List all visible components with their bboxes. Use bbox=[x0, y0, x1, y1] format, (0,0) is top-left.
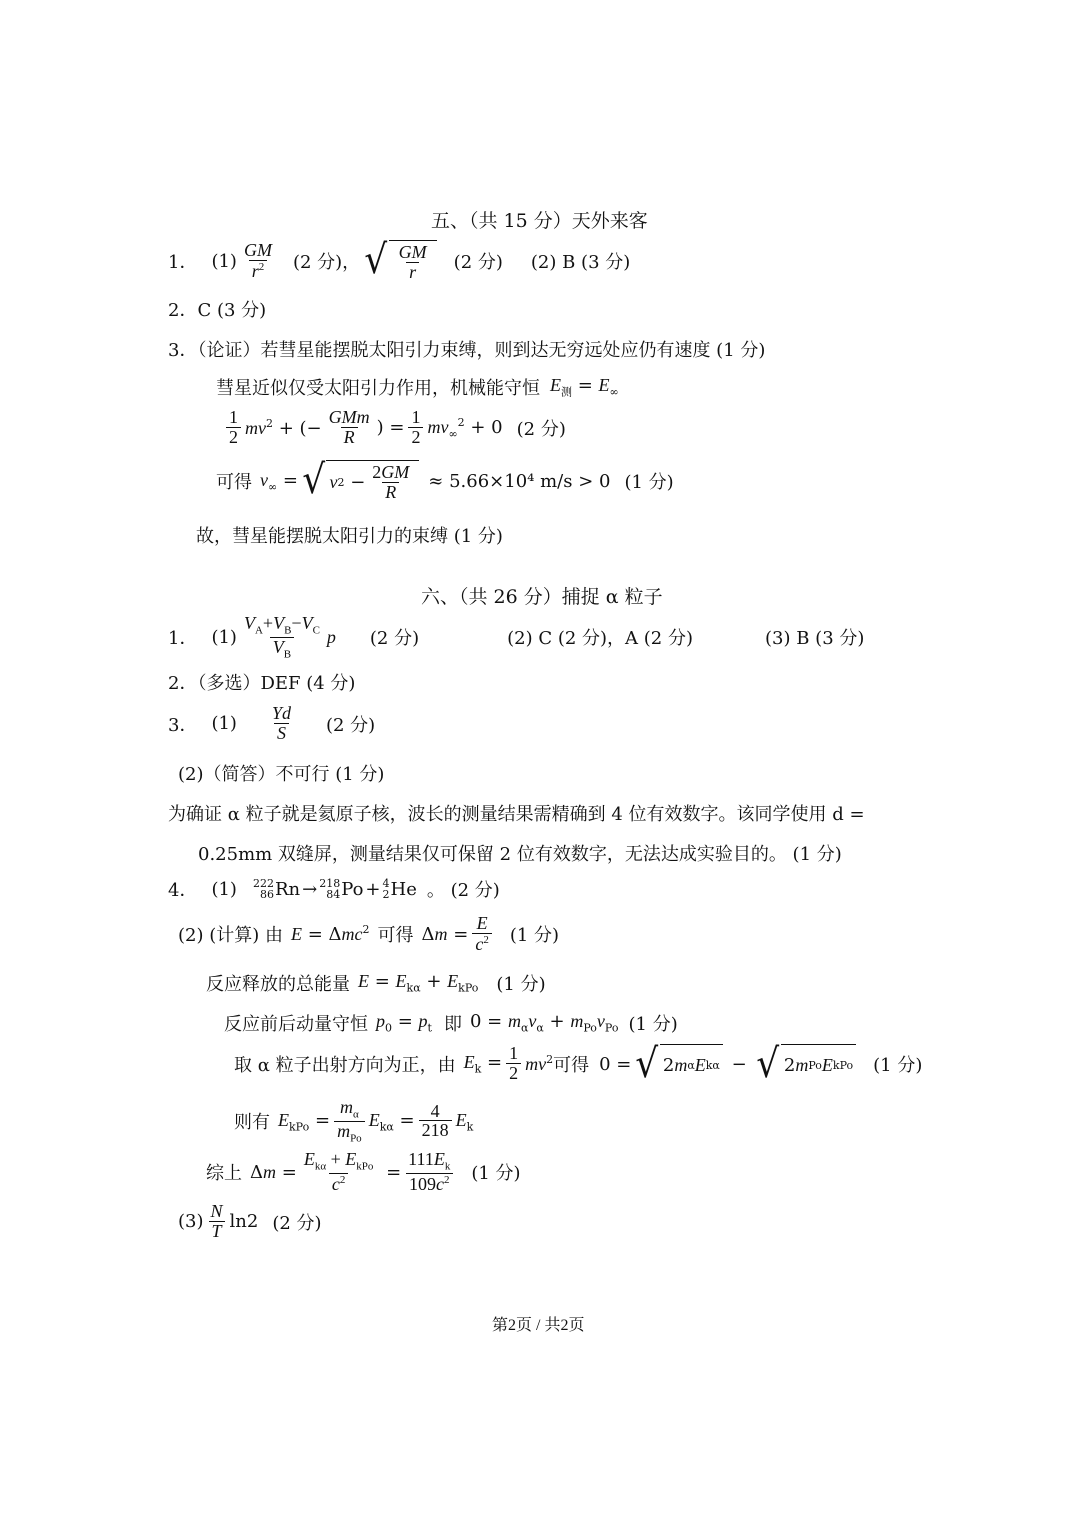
formula-sqrt-gm-over-r: √ $\frac{GM}{r}$ bbox=[363, 240, 437, 283]
page-footer: 第2页 / 共2页 bbox=[492, 1317, 585, 1334]
formula-yd-over-s: $\frac{Yd}{S}$ bbox=[271, 703, 291, 743]
formula-gm-over-r2: $\frac{GM}{r^2}$ bbox=[243, 240, 272, 281]
section-6-title: 六、（共 26 分）捕捉 α 粒子 bbox=[421, 586, 663, 608]
s5-q1: 1． (1) $\frac{GM}{r^2}$ (2 分)， √ $\frac{GM}{r}$ (2 分) (2) B (3 分) bbox=[168, 237, 631, 283]
formula-pressure-ratio: $\frac{V_A+V_B-V_C}{V_B}$ bbox=[243, 613, 320, 661]
s5-q3-head: 3．（论证）若彗星能摆脱太阳引力束缚，则到达无穷远处应仍有速度 (1 分) bbox=[168, 340, 766, 361]
s6-q4-sum: 综上 Δm = $\frac{E_{k\alpha} + E_{kPo}}{c^2}$ = $\frac{111E_k}{109c^2}$ (1 分) bbox=[206, 1149, 521, 1195]
section-5-title: 五、（共 15 分）天外来客 bbox=[431, 210, 648, 232]
s6-q4-p1: 4． (1) 222 86 Rn → 218 84 Po + 4 2 He 。 (2 分) bbox=[168, 877, 500, 901]
s6-q3-expl1: 为确证 α 粒子就是氦原子核，波长的测量结果需精确到 4 位有效数字。该同学使用 d = bbox=[168, 804, 865, 825]
s6-q4-p2: (2) (计算) 由 E = Δmc$^2$ 可得 Δm = $\frac{E}{c^2}$ (1 分) bbox=[178, 913, 560, 954]
s5-q3-result: 可得 $v_\infty$ = √ v 2 − $\frac{2GM}{R}$ ≈ 5.66×10⁴ m/s > 0 (1 分) bbox=[216, 457, 674, 503]
s6-q2: 2．（多选）DEF (4 分) bbox=[168, 673, 356, 694]
s5-q3-conclusion: 故，彗星能摆脱太阳引力的束缚 (1 分) bbox=[196, 526, 503, 547]
s6-q4-momentum: 反应前后动量守恒 $p_0 = p_t$ 即 $0 = m_\alpha v_\alpha + m_{Po}v_{Po}$ (1 分) bbox=[224, 1011, 678, 1035]
s5-q3-l1: 彗星近似仅受太阳引力作用，机械能守恒 $E_测 = E_\infty$ bbox=[216, 374, 619, 399]
s6-q4-energy: 反应释放的总能量 $E = E_{k\alpha} + E_{kPo}$ (1 分) bbox=[206, 971, 546, 995]
s6-q4-direction: 取 α 粒子出射方向为正，由 $E_k$ = $\frac{1}{2}$ $mv^2$ 可得 0 = √ 2 m α E kα − √ 2 m Po E kPo (1 分) bbox=[234, 1041, 923, 1087]
s6-q1: 1． (1) $\frac{V_A+V_B-V_C}{V_B}$ p (2 分) (2) C (2 分)，A (2 分) (3) B (3 分) bbox=[168, 613, 865, 661]
s6-q4-then: 则有 $E_{kPo}$ = $\frac{m_\alpha}{m_{Po}}$ $E_{k\alpha}$ = $\frac{4}{218}$ $E_k$ bbox=[234, 1097, 474, 1145]
s6-q3-p1: 3． (1) $\frac{Yd}{S}$ (2 分) bbox=[168, 703, 376, 743]
s6-q4-p3: (3) $\frac{N}{T}$ ln2 (2 分) bbox=[178, 1201, 322, 1241]
s5-q2: 2．C (3 分) bbox=[168, 300, 267, 321]
s5-q3-energy-eq: $\frac{1}{2}$ $mv^2$ + (− $\frac{\text{GMm}}{R}$ ) = $\frac{1}{2}$ $mv_\infty^2 + 0$ (2 分) bbox=[222, 408, 566, 448]
s6-q3-p2: (2)（简答）不可行 (1 分) bbox=[178, 764, 385, 785]
s6-q3-expl2: 0.25mm 双缝屏，测量结果仅可保留 2 位有效数字，无法达成实验目的。 (1 分) bbox=[198, 844, 842, 865]
